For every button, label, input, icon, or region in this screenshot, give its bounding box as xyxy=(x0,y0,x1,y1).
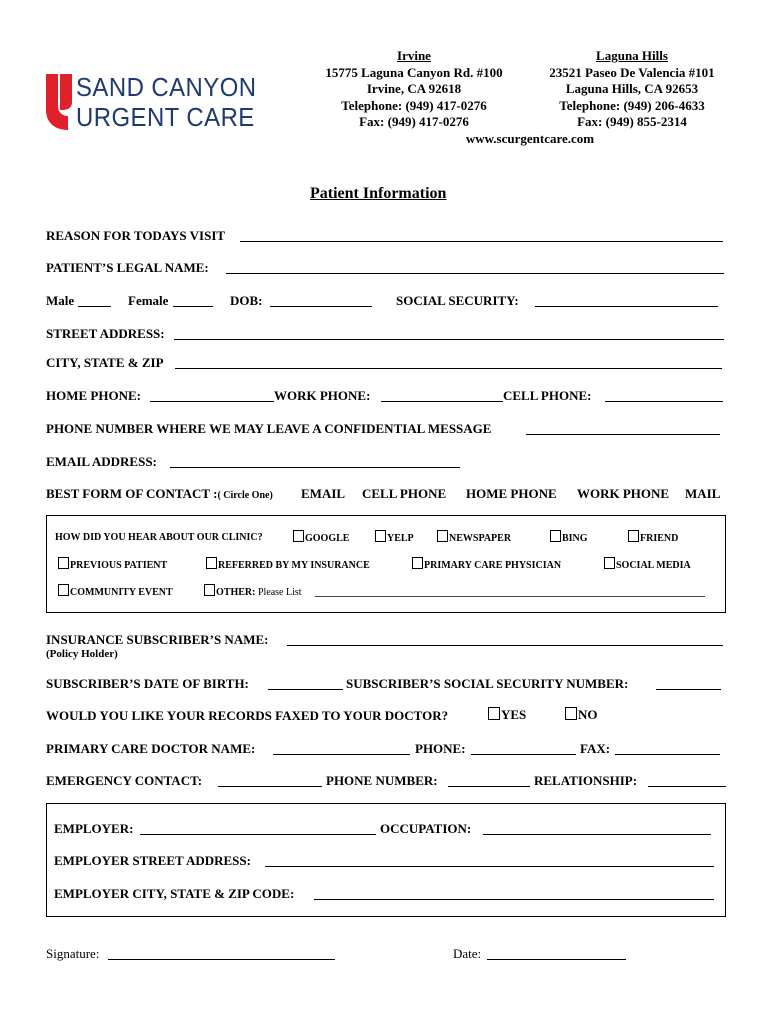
referral-friend[interactable] xyxy=(628,530,678,544)
referral-community[interactable] xyxy=(58,584,173,598)
male-field[interactable] xyxy=(78,306,111,307)
page-title: Patient Information xyxy=(310,185,447,202)
employer-street-label: EMPLOYER STREET ADDRESS: xyxy=(54,853,251,868)
irvine-phone: Telephone: (949) 417-0276 xyxy=(341,97,487,113)
employer-street-field[interactable] xyxy=(265,866,714,867)
employer-field[interactable] xyxy=(140,834,376,835)
employer-city-label: EMPLOYER CITY, STATE & ZIP CODE: xyxy=(54,886,295,901)
laguna-phone: Telephone: (949) 206-4633 xyxy=(559,97,705,113)
checkbox-icon[interactable] xyxy=(628,530,639,542)
fax-question: WOULD YOU LIKE YOUR RECORDS FAXED TO YOUR DOCTOR? xyxy=(46,708,449,723)
irvine-street: 15775 Laguna Canyon Rd. #100 xyxy=(325,64,503,80)
signature-field[interactable] xyxy=(108,959,335,960)
pcd-phone-field[interactable] xyxy=(471,754,576,755)
ssn-label: SOCIAL SECURITY: xyxy=(396,293,519,308)
fax-no[interactable] xyxy=(565,707,598,723)
checkbox-icon[interactable] xyxy=(604,557,615,569)
cell-phone-label: CELL PHONE: xyxy=(503,388,592,403)
logo-mark-icon xyxy=(44,72,74,132)
reason-field[interactable] xyxy=(240,241,723,242)
referral-google[interactable] xyxy=(293,530,349,544)
referral-insurance[interactable] xyxy=(206,557,370,571)
work-phone-field[interactable] xyxy=(381,401,503,402)
dob-field[interactable] xyxy=(270,306,372,307)
checkbox-icon[interactable] xyxy=(437,530,448,542)
fax-no-label: NO xyxy=(578,707,598,722)
pcd-fax-label: FAX: xyxy=(580,741,611,756)
laguna-fax: Fax: (949) 855-2314 xyxy=(577,114,687,129)
dob-label: DOB: xyxy=(230,293,263,308)
signature-label: Signature: xyxy=(46,946,100,961)
irvine-city: Irvine, CA 92618 xyxy=(366,81,462,96)
contact-option-home[interactable]: HOME PHONE xyxy=(466,486,557,501)
cell-phone-field[interactable] xyxy=(605,401,723,402)
referral-friend-label: FRIEND xyxy=(640,533,679,544)
referral-google-label: GOOGLE xyxy=(305,533,350,544)
contact-option-cell[interactable]: CELL PHONE xyxy=(362,486,447,501)
confidential-field[interactable] xyxy=(526,434,720,435)
female-label: Female xyxy=(128,293,169,308)
contact-option-mail[interactable]: MAIL xyxy=(685,486,721,501)
clinic-logo xyxy=(44,72,294,132)
checkbox-icon[interactable] xyxy=(204,584,215,596)
referral-previous-label: PREVIOUS PATIENT xyxy=(70,560,168,571)
emergency-field[interactable] xyxy=(218,786,322,787)
subscriber-field[interactable] xyxy=(287,645,723,646)
street-label: STREET ADDRESS: xyxy=(46,326,165,341)
checkbox-icon[interactable] xyxy=(412,557,423,569)
laguna-city: Laguna Hills, CA 92653 xyxy=(565,81,699,96)
fax-yes[interactable] xyxy=(488,707,526,723)
sub-dob-field[interactable] xyxy=(268,689,343,690)
irvine-address-block xyxy=(312,48,516,131)
legal-name-field[interactable] xyxy=(226,273,724,274)
reason-label: REASON FOR TODAYS VISIT xyxy=(46,228,226,243)
referral-community-label: COMMUNITY EVENT xyxy=(70,587,173,598)
city-state-zip-field[interactable] xyxy=(175,368,722,369)
pcd-fax-field[interactable] xyxy=(615,754,720,755)
laguna-address-block xyxy=(534,48,730,131)
checkbox-icon[interactable] xyxy=(58,557,69,569)
pcd-name-field[interactable] xyxy=(273,754,410,755)
employer-city-field[interactable] xyxy=(314,899,714,900)
checkbox-icon[interactable] xyxy=(488,707,500,720)
email-label: EMAIL ADDRESS: xyxy=(46,454,157,469)
policy-holder-note: (Policy Holder) xyxy=(46,648,118,660)
sub-ssn-field[interactable] xyxy=(656,689,721,690)
pcd-name-label: PRIMARY CARE DOCTOR NAME: xyxy=(46,741,256,756)
website: www.scurgentcare.com xyxy=(465,131,595,146)
referral-yelp-label: YELP xyxy=(387,533,414,544)
referral-yelp[interactable] xyxy=(375,530,414,544)
checkbox-icon[interactable] xyxy=(375,530,386,542)
referral-other[interactable] xyxy=(204,584,302,598)
referral-previous[interactable] xyxy=(58,557,167,571)
relationship-label: RELATIONSHIP: xyxy=(534,773,638,788)
home-phone-field[interactable] xyxy=(150,401,274,402)
emergency-label: EMERGENCY CONTACT: xyxy=(46,773,203,788)
relationship-field[interactable] xyxy=(648,786,726,787)
irvine-title: Irvine xyxy=(397,48,431,63)
irvine-fax: Fax: (949) 417-0276 xyxy=(359,114,469,129)
checkbox-icon[interactable] xyxy=(293,530,304,542)
legal-name-label: PATIENT’S LEGAL NAME: xyxy=(46,260,209,275)
referral-newspaper[interactable] xyxy=(437,530,511,544)
sub-ssn-label: SUBSCRIBER’S SOCIAL SECURITY NUMBER: xyxy=(346,676,629,691)
contact-label-text: BEST FORM OF CONTACT : xyxy=(46,486,218,501)
referral-bing-label: BING xyxy=(562,533,588,544)
laguna-title: Laguna Hills xyxy=(596,48,668,63)
employer-label: EMPLOYER: xyxy=(54,821,134,836)
checkbox-icon[interactable] xyxy=(565,707,577,720)
referral-other-label: OTHER: xyxy=(216,587,256,598)
logo-line-2: URGENT CARE xyxy=(76,102,255,132)
city-state-zip-label: CITY, STATE & ZIP xyxy=(46,355,164,370)
circle-one-note: ( Circle One) xyxy=(217,490,273,501)
referral-newspaper-label: NEWSPAPER xyxy=(449,533,512,544)
referral-please-list: Please List xyxy=(257,587,302,598)
female-field[interactable] xyxy=(173,306,213,307)
laguna-street: 23521 Paseo De Valencia #101 xyxy=(549,64,715,80)
home-phone-label: HOME PHONE: xyxy=(46,388,141,403)
contact-label xyxy=(46,486,273,502)
referral-social[interactable] xyxy=(604,557,691,571)
referral-question: HOW DID YOU HEAR ABOUT OUR CLINIC? xyxy=(55,532,263,543)
contact-option-email[interactable]: EMAIL xyxy=(301,486,346,501)
emergency-phone-label: PHONE NUMBER: xyxy=(326,773,438,788)
sub-dob-label: SUBSCRIBER’S DATE OF BIRTH: xyxy=(46,676,249,691)
occupation-field[interactable] xyxy=(483,834,711,835)
referral-social-label: SOCIAL MEDIA xyxy=(616,560,691,571)
referral-bing[interactable] xyxy=(550,530,588,544)
pcd-phone-label: PHONE: xyxy=(415,741,466,756)
work-phone-label: WORK PHONE: xyxy=(274,388,371,403)
subscriber-label: INSURANCE SUBSCRIBER’S NAME: xyxy=(46,632,269,647)
referral-physician[interactable] xyxy=(412,557,561,571)
contact-option-work[interactable]: WORK PHONE xyxy=(577,486,670,501)
referral-physician-label: PRIMARY CARE PHYSICIAN xyxy=(424,560,562,571)
ssn-field[interactable] xyxy=(535,306,718,307)
checkbox-icon[interactable] xyxy=(550,530,561,542)
emergency-phone-field[interactable] xyxy=(448,786,530,787)
male-label: Male xyxy=(46,293,75,308)
street-field[interactable] xyxy=(174,339,724,340)
checkbox-icon[interactable] xyxy=(58,584,69,596)
fax-yes-label: YES xyxy=(501,707,527,722)
email-field[interactable] xyxy=(170,467,460,468)
checkbox-icon[interactable] xyxy=(206,557,217,569)
confidential-label: PHONE NUMBER WHERE WE MAY LEAVE A CONFIDENTIAL MESSAGE xyxy=(46,421,492,436)
occupation-label: OCCUPATION: xyxy=(380,821,472,836)
date-field[interactable] xyxy=(487,959,626,960)
referral-insurance-label: REFERRED BY MY INSURANCE xyxy=(218,560,370,571)
date-label: Date: xyxy=(453,946,482,961)
logo-line-1: SAND CANYON xyxy=(76,72,257,102)
referral-other-field[interactable] xyxy=(315,596,705,597)
